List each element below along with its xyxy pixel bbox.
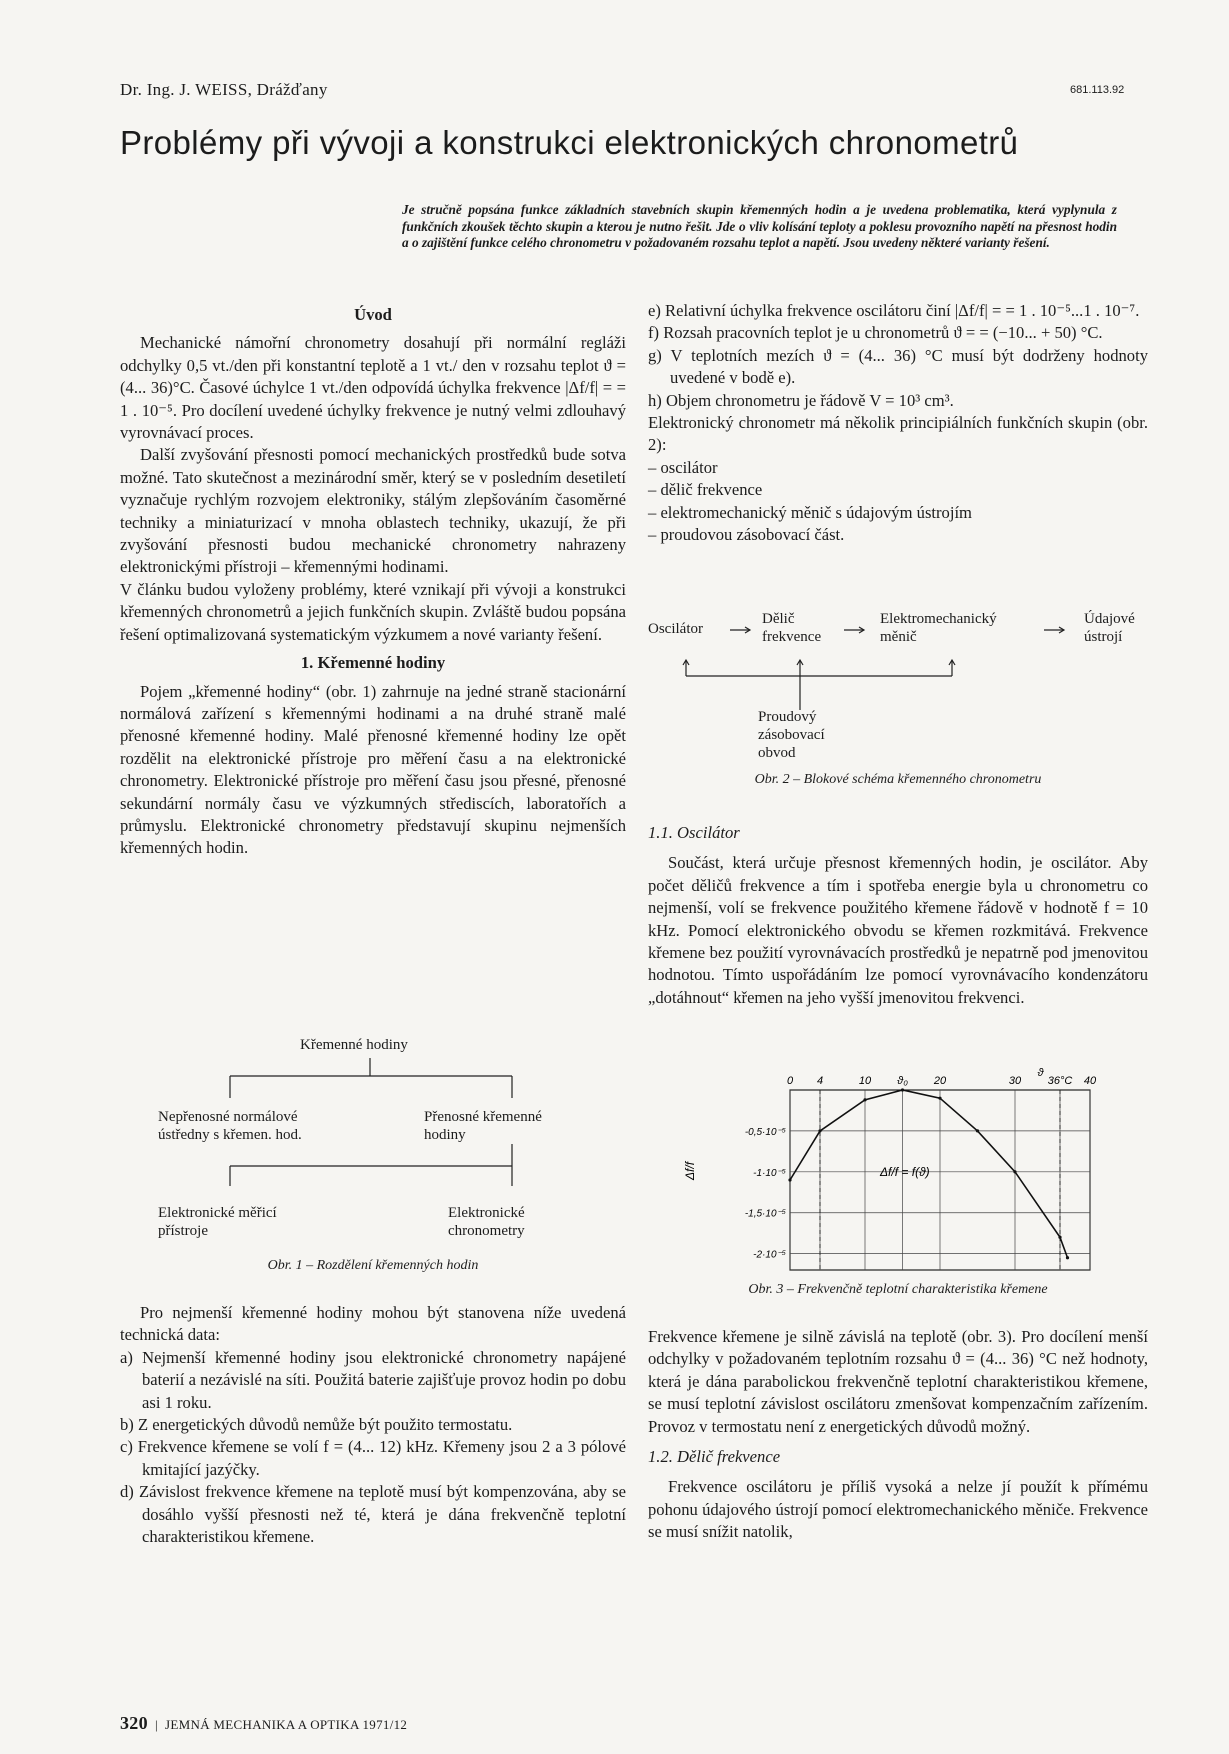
group-item: – dělič frekvence <box>648 480 763 500</box>
fig2-display-2: ústrojí <box>1084 629 1123 645</box>
right-column-lower <box>648 1326 1148 1544</box>
x-tick-label: 36°C <box>1047 1075 1073 1087</box>
x-tick-label: 10 <box>858 1075 872 1087</box>
groups-intro: Elektronický chronometr má několik principiálních funkčních skupin (obr. 2): <box>648 413 1148 455</box>
fig1-node-right-2: hodiny <box>424 1127 466 1143</box>
data-point <box>818 1129 821 1132</box>
list-item: b) Z energetických důvodů nemůže být použito termostatu. <box>120 1415 513 1435</box>
technical-data-intro: Pro nejmenší křemenné hodiny mohou být stanovena níže uvedená technická data: <box>120 1303 626 1345</box>
intro-paragraph-2: Další zvyšování přesnosti pomocí mechanických prostředků bude sotva možné. Tato skutečnost a mezinárodní směr, který se v posledním desetiletí vyznačuje rychlým rozvojem elektroniky, stálým zlepšováním časoměrné techniky a miniaturizací v mnoha oblastech techniky, ukazují, že při zvyšování přesnosti budou mechanické chronometry nahrazeny elektronickými přístroji – křemennými hodinami. <box>120 445 626 577</box>
right-column-middle <box>648 814 1148 1009</box>
fig2-converter-2: měnič <box>880 629 917 645</box>
figure-1-tree <box>150 1036 620 1276</box>
y-axis-label: Δf/f <box>683 1161 697 1180</box>
data-point <box>1013 1170 1016 1173</box>
group-item: – elektromechanický měnič s údajovým ústrojím <box>648 502 972 522</box>
data-point <box>976 1129 979 1132</box>
page-number: 320 <box>120 1713 148 1733</box>
technical-data-list-continued <box>648 300 1148 412</box>
x-tick-label: ϑ₀ <box>897 1075 908 1087</box>
data-point <box>863 1098 866 1101</box>
list-item: a) Nejmenší křemenné hodiny jsou elektronické chronometry napájené baterií a nezávislé na síti. Použitá baterie zajišťuje provoz hodin po dobu asi 1 roku. <box>120 1347 626 1412</box>
author-line: Dr. Ing. J. WEISS, Drážďany <box>120 80 328 99</box>
footer-separator: | <box>151 1717 162 1732</box>
x-tick-label: 0 <box>786 1075 794 1087</box>
x-tick-label: 4 <box>816 1075 824 1087</box>
fig2-converter: Elektromechanický <box>880 611 997 627</box>
list-item: e) Relativní úchylka frekvence oscilátoru činí |Δf/f| = = 1 . 10⁻⁵...1 . 10⁻⁷. <box>648 301 1140 320</box>
technical-data-list <box>120 1347 626 1549</box>
section-1-paragraph: Pojem „křemenné hodiny“ (obr. 1) zahrnuje na jedné straně stacionární normálová zařízení s křemennými hodinami a na druhé straně malé přenosné křemenné hodiny. Malé přenosné křemenné hodiny lze opět rozdělit na elektronické přístroje pro měření času a na elektronické chronometry. Elektronické přístroje pro měření času jsou přesné, přenosné sekundární normály času ve výzkumných střediscích, laboratořích a průmyslu. Elektronické chronometry představují skupinu nejmenších křemenných hodin. <box>120 681 626 858</box>
fig2-divider: Dělič <box>762 611 795 627</box>
left-column-lower <box>120 1302 626 1548</box>
fig1-node-bottom-right: Elektronické <box>448 1205 525 1221</box>
curve-annotation: Δf/f = f(ϑ) <box>880 1164 930 1179</box>
fig1-node-left-2: ústředny s křemen. hod. <box>158 1127 302 1143</box>
y-tick-label: -1·10⁻⁵ <box>753 1167 786 1179</box>
fig2-oscillator: Oscilátor <box>648 621 703 637</box>
y-tick-label: -2·10⁻⁵ <box>753 1249 786 1261</box>
fig1-node-bottom-right-2: chronometry <box>448 1223 525 1239</box>
list-item: h) Objem chronometru je řádově V = 10³ cm³. <box>648 390 954 410</box>
right-column <box>648 300 1148 546</box>
section-1-2-paragraph: Frekvence oscilátoru je příliš vysoká a nelze jí použít k přímému pohonu údajového ústrojí pomocí elektromechanického měniče. Frekvence se musí snížit natolik, <box>648 1477 1148 1542</box>
list-item: f) Rozsah pracovních teplot je u chronometrů ϑ = = (−10... + 50) °C. <box>648 323 1103 343</box>
data-point <box>901 1088 904 1091</box>
fig1-node-bottom-left-2: přístroje <box>158 1223 208 1239</box>
journal-name: JEMNÁ MECHANIKA A OPTIKA 1971/12 <box>165 1717 408 1732</box>
y-tick-label: -1,5·10⁻⁵ <box>744 1208 786 1220</box>
udc-code: 681.113.92 <box>1070 84 1125 96</box>
x-tick-label: 40 <box>1083 1075 1097 1087</box>
fig2-power-2: zásobovací <box>758 727 825 743</box>
fig1-node-top: Křemenné hodiny <box>300 1037 408 1053</box>
list-item: d) Závislost frekvence křemene na teplotě musí být kompenzována, aby se dosáhlo vyšší přesnosti než té, která je dána frekvenčně teplotní charakteristikou křemene. <box>120 1482 626 1547</box>
data-point <box>938 1097 941 1100</box>
x-tick-label: 30 <box>1008 1075 1022 1087</box>
group-item: – proudovou zásobovací část. <box>648 525 845 545</box>
fig1-node-right: Přenosné křemenné <box>424 1109 542 1125</box>
fig2-power: Proudový <box>758 709 817 725</box>
figure-2-caption: Obr. 2 – Blokové schéma křemenného chronometru <box>754 772 1042 787</box>
group-item: – oscilátor <box>648 457 718 477</box>
article-title: Problémy při vývoji a konstrukci elektronických chronometrů <box>120 124 1019 161</box>
intro-heading: Úvod <box>354 305 392 324</box>
fig1-node-left: Nepřenosné normálové <box>158 1109 298 1125</box>
section-1-1-paragraph: Součást, která určuje přesnost křemenných hodin, je oscilátor. Aby počet děličů frekvence a tím i spotřeba energie byla u chronometru co nejmenší, volí se frekvence použitého křemene řádově v hodnotě f = 10 kHz. Pomocí elektronického obvodu se křemen rozkmitává. Frekvence křemene bez použití vyrovnávacích prostředků je nepatrně pod jmenovitou hodnotou. Tímto uspořádáním lze pomocí vyrovnávacího kondenzátoru „dotáhnout“ křemen na jeho vyšší jmenovitou frekvenci. <box>648 853 1148 1007</box>
x-tick-label: 20 <box>933 1075 947 1087</box>
y-tick-label: -0,5·10⁻⁵ <box>744 1126 786 1138</box>
section-1-2-heading: 1.2. Dělič frekvence <box>648 1447 781 1467</box>
x-axis-label: ϑ <box>1037 1068 1044 1079</box>
list-item: g) V teplotních mezích ϑ = (4... 36) °C musí být dodrženy hodnoty uvedené v bodě e). <box>648 345 1148 388</box>
abstract: Je stručně popsána funkce základních stavebních skupin křemenných hodin a je uvedena problematika, která vyplynula z funkčních zkoušek těchto skupin a kterou je nutno řešit. Jde o vliv kolísání teploty a poklesu provozního napětí na přesnost hodin a o zajištění funkce celého chronometru v požadovaném rozsahu teplot a napětí. Jsou uvedeny některé varianty řešení. <box>402 202 1117 250</box>
after-figure-3-paragraph: Frekvence křemene je silně závislá na teplotě (obr. 3). Pro docílení menší odchylky v požadovaném teplotním rozsahu ϑ = (4... 36) °C než hodnoty, která je dána parabolickou frekvenčně teplotní charakteristikou křemene, se musí teplotní závislost oscilátoru zmenšovat kompenzačním zařízením. Provoz v termostatu není z energetických důvodů možný. <box>648 1327 1148 1436</box>
data-point <box>1066 1256 1069 1259</box>
list-item: c) Frekvence křemene se volí f = (4... 12) kHz. Křemeny jsou 2 a 3 pólové kmitající jazýčky. <box>120 1437 626 1479</box>
page-footer <box>120 1713 407 1734</box>
fig1-node-bottom-left: Elektronické měřicí <box>158 1205 277 1221</box>
figure-1-caption: Obr. 1 – Rozdělení křemenných hodin <box>267 1258 479 1273</box>
data-point <box>1058 1236 1061 1239</box>
left-column <box>120 298 626 860</box>
figure-3-chart <box>680 1068 1120 1278</box>
intro-paragraph-1: Mechanické námořní chronometry dosahují při normální regláži odchylky 0,5 vt./den při konstantní teplotě a 1 vt./ den v rozsahu teplot ϑ = (4... 36)°C. Časové úchylce 1 vt./den odpovídá úchylka frekvence |Δf/f| = = 1 . 10⁻⁵. Pro docílení uvedené úchylky frekvence je nutný velmi zdlouhavý vyrovnávací proces. <box>120 333 626 443</box>
section-1-1-heading: 1.1. Oscilátor <box>648 823 740 842</box>
section-1-heading: 1. Křemenné hodiny <box>300 653 446 673</box>
data-point <box>788 1178 791 1181</box>
figure-2-block-diagram <box>648 610 1148 760</box>
intro-paragraph-3: V článku budou vyloženy problémy, které vznikají při vývoji a konstrukci křemenných chronometrů a jejich funkčních skupin. Zvláště budou popsána řešení optimalizovaná systematickým výzkumem a nové varianty řešení. <box>120 579 626 644</box>
fig2-power-3: obvod <box>758 745 796 761</box>
fig2-divider-2: frekvence <box>762 629 822 645</box>
fig2-display: Údajové <box>1084 611 1135 627</box>
figure-3-caption: Obr. 3 – Frekvenčně teplotní charakteristika křemene <box>748 1282 1048 1297</box>
